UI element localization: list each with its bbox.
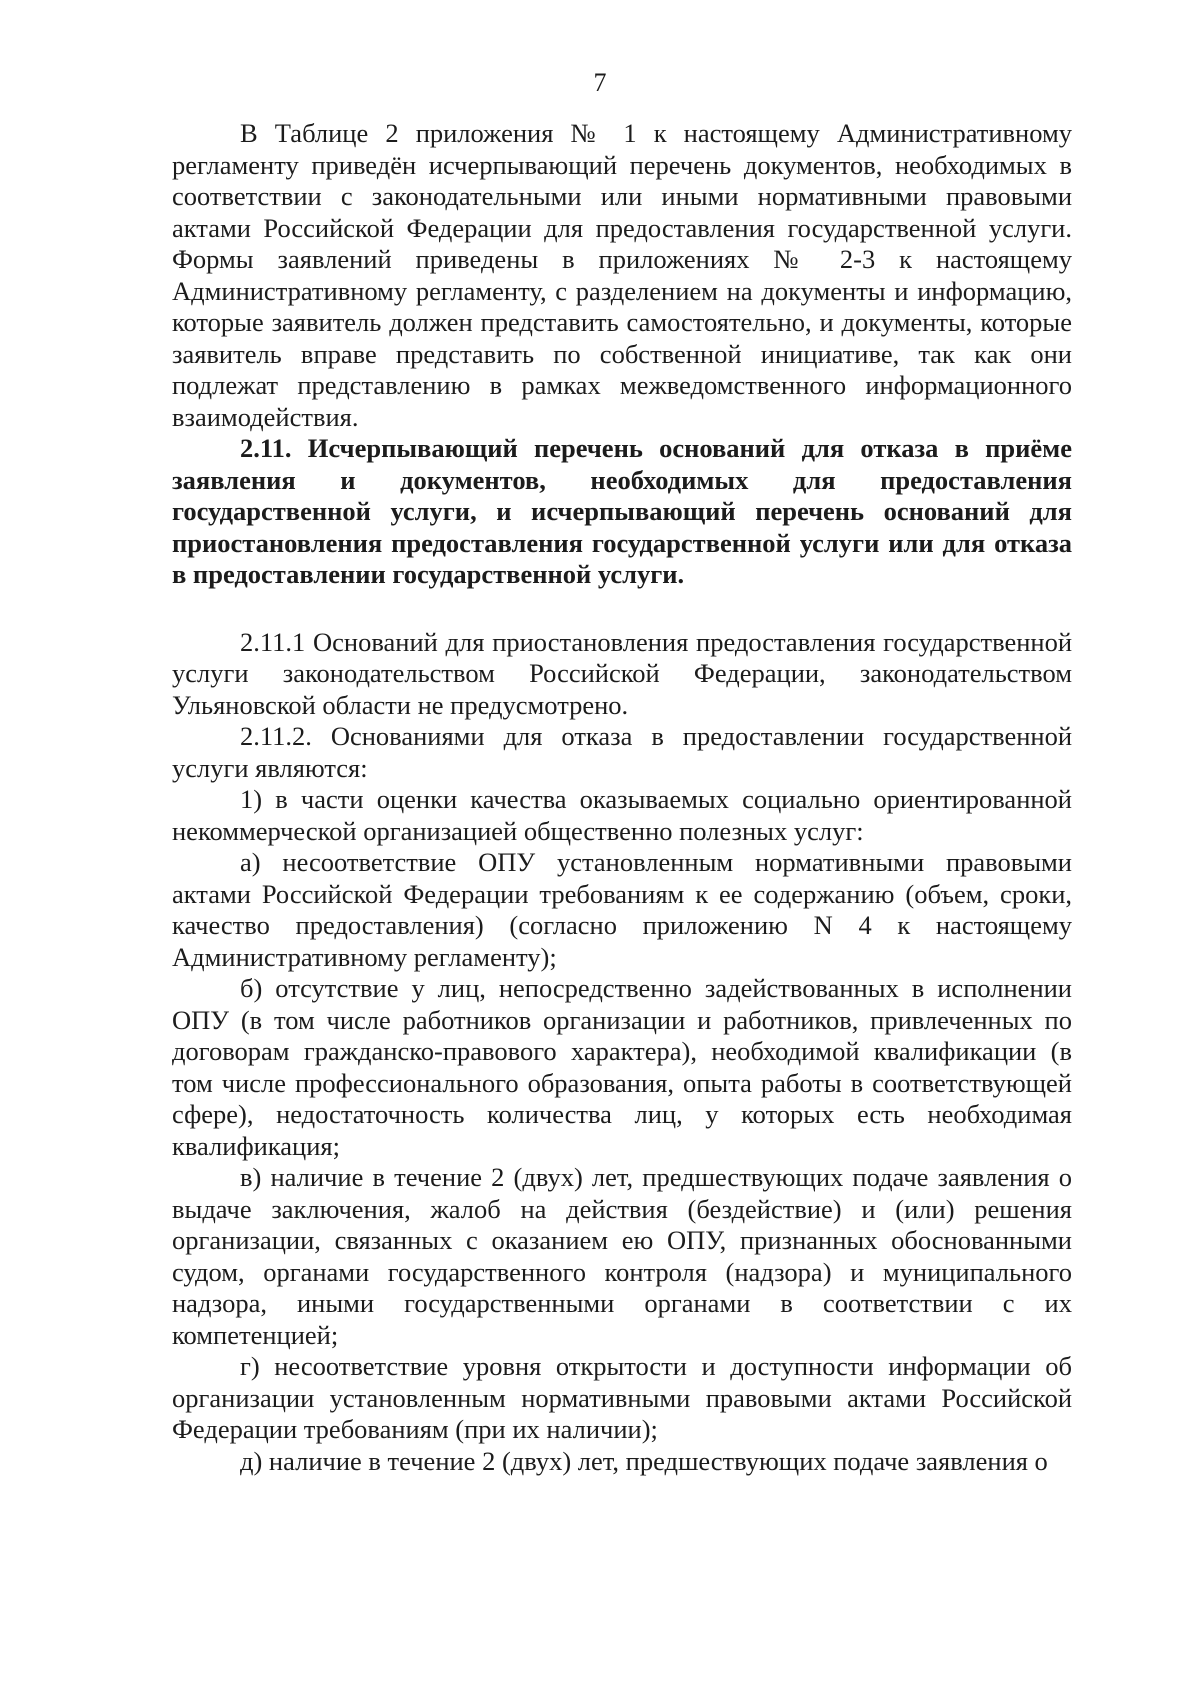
document-body xyxy=(172,118,1072,1477)
section-heading: 2.11. Исчерпывающий перечень оснований для отказа в приёме заявления и документов, необходимых для предоставления государственной услуги, и исчерпывающий перечень оснований для приостановления предоставления государственной услуги или для отказа в предоставлении государственной услуги. xyxy=(172,433,1072,589)
page-number: 7 xyxy=(593,68,607,97)
list-item: 1) в части оценки качества оказываемых социально ориентированной некоммерческой организацией общественно полезных услуг: xyxy=(172,784,1072,846)
list-item: г) несоответствие уровня открытости и доступности информации об организации установленным нормативными правовыми актами Российской Федерации требованиям (при их наличии); xyxy=(172,1351,1072,1444)
list-item: б) отсутствие у лиц, непосредственно задействованных в исполнении ОПУ (в том числе работников организации и работников, привлеченных по договорам гражданско-правового характера), необходимой квалификации (в том числе профессионального образования, опыта работы в соответствующей сфере), недостаточность количества лиц, у которых есть необходимая квалификация; xyxy=(172,973,1072,1161)
list-item: в) наличие в течение 2 (двух) лет, предшествующих подаче заявления о выдаче заключения, жалоб на действия (бездействие) и (или) решения организации, связанных с оказанием ею ОПУ, признанных обоснованными судом, органами государственного контроля (надзора) и муниципального надзора, иными государственными органами в соответствии с их компетенцией; xyxy=(172,1162,1072,1350)
paragraph: 2.11.1 Оснований для приостановления предоставления государственной услуги законодательством Российской Федерации, законодательством Ульяновской области не предусмотрено. xyxy=(172,626,1072,720)
intro-paragraph: В Таблице 2 приложения № 1 к настоящему Административному регламенту приведён исчерпывающий перечень документов, необходимых в соответствии с законодательными или иными нормативными правовыми актами Российской Федерации для предоставления государственной услуги. Формы заявлений приведены в приложениях № 2-3 к настоящему Административному регламенту, с разделением на документы и информацию, которые заявитель должен представить самостоятельно, и документы, которые заявитель вправе представить по собственной инициативе, так как они подлежат представлению в рамках межведомственного информационного взаимодействия. xyxy=(172,118,1072,432)
list-item: д) наличие в течение 2 (двух) лет, предшествующих подаче заявления о xyxy=(240,1445,1048,1476)
list-item: а) несоответствие ОПУ установленным нормативными правовыми актами Российской Федерации требованиям к ее содержанию (объем, сроки, качество предоставления) (согласно приложению N 4 к настоящему Административному регламенту); xyxy=(172,847,1072,972)
paragraph: 2.11.2. Основаниями для отказа в предоставлении государственной услуги являются: xyxy=(172,721,1072,783)
